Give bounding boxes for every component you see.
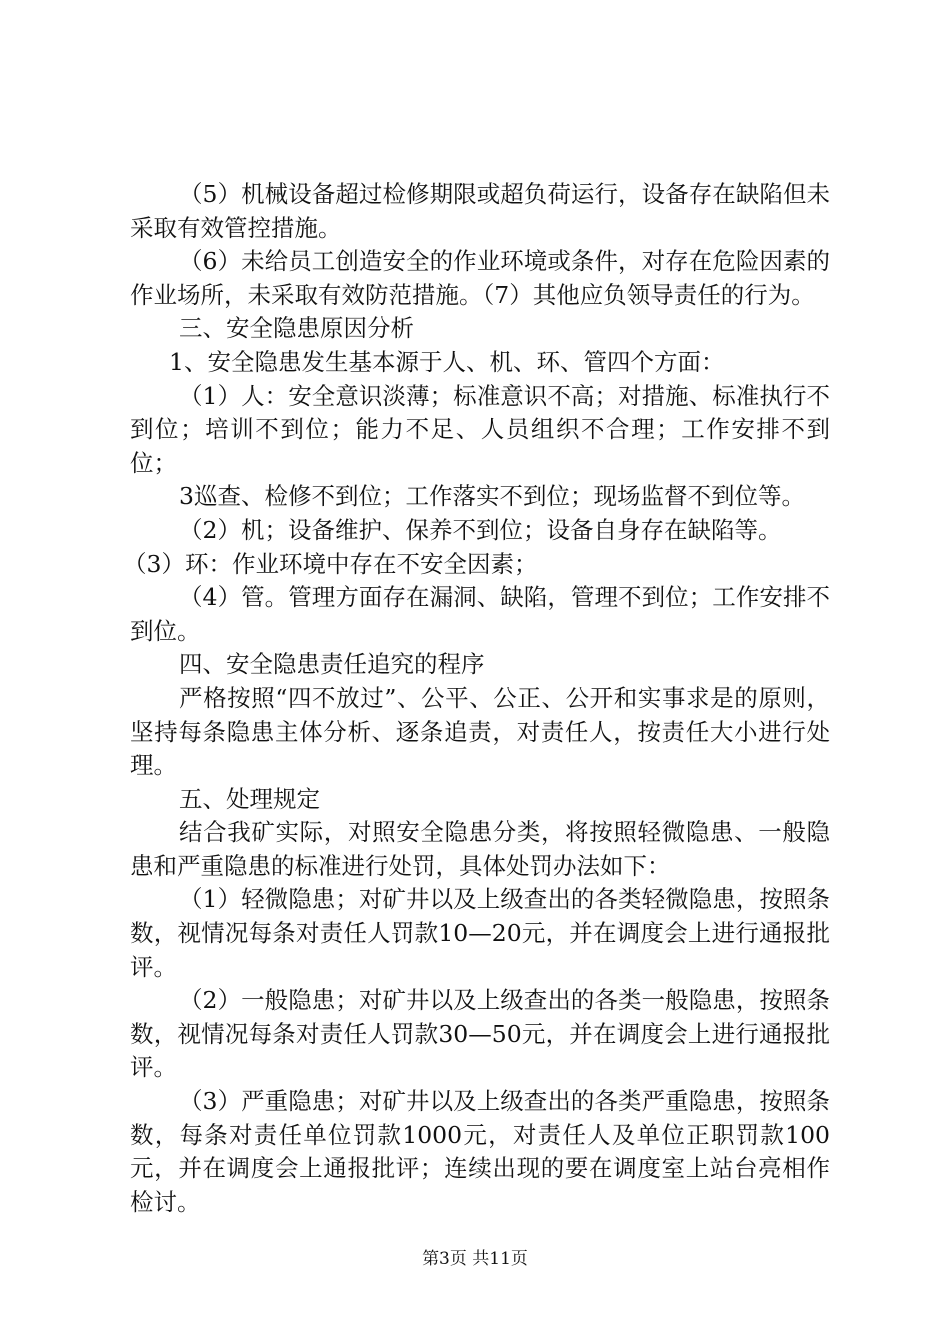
paragraph-human-factor: （1）人：安全意识淡薄；标准意识不高；对措施、标准执行不到位；培训不到位；能力不足、人员组织不合理；工作安排不到位； — [130, 381, 830, 477]
paragraph-general-hazard: （2）一般隐患；对矿井以及上级查出的各类一般隐患，按照条数，视情况每条对责任人罚款30—50元，并在调度会上进行通报批评。 — [130, 986, 830, 1082]
paragraph-management-factor: （4）管。管理方面存在漏洞、缺陷，管理不到位；工作安排不到位。 — [130, 583, 830, 645]
paragraph-equipment-overdue: （5）机械设备超过检修期限或超负荷运行，设备存在缺陷但未采取有效管控措施。 — [130, 180, 830, 242]
document-body — [123, 178, 830, 1219]
section-heading-accountability: 四、安全隐患责任追究的程序 — [179, 650, 485, 679]
section-heading-regulations: 五、处理规定 — [179, 784, 320, 813]
paragraph-unsafe-environment: （6）未给员工创造安全的作业环境或条件，对存在危险因素的作业场所，未采取有效防范措施。（7）其他应负领导责任的行为。 — [130, 247, 830, 309]
paragraph-machine-factor: （2）机；设备维护、保养不到位；设备自身存在缺陷等。 — [179, 515, 782, 544]
paragraph-environment-factor: （3）环：作业环境中存在不安全因素； — [123, 549, 538, 578]
paragraph-inspection: 3巡查、检修不到位；工作落实不到位；现场监督不到位等。 — [179, 482, 805, 511]
paragraph-four-aspects: 1、安全隐患发生基本源于人、机、环、管四个方面： — [169, 347, 725, 376]
paragraph-minor-hazard: （1）轻微隐患；对矿井以及上级查出的各类轻微隐患，按照条数，视情况每条对责任人罚款10—20元，并在调度会上进行通报批评。 — [130, 885, 830, 981]
section-heading-cause-analysis: 三、安全隐患原因分析 — [179, 314, 414, 343]
paragraph-penalty-intro: 结合我矿实际，对照安全隐患分类，将按照轻微隐患、一般隐患和严重隐患的标准进行处罚，具体处罚办法如下： — [130, 818, 830, 880]
page-footer: 第3页 共11页 — [422, 1249, 528, 1269]
paragraph-serious-hazard: （3）严重隐患；对矿井以及上级查出的各类严重隐患，按照条数，每条对责任单位罚款1000元，对责任人及单位正职罚款100元，并在调度会上通报批评；连续出现的要在调度室上站台亮相作检讨。 — [130, 1087, 830, 1216]
paragraph-accountability-principle: 严格按照“四不放过”、公平、公正、公开和实事求是的原则，坚持每条隐患主体分析、逐条追责，对责任人，按责任大小进行处理。 — [130, 683, 830, 780]
